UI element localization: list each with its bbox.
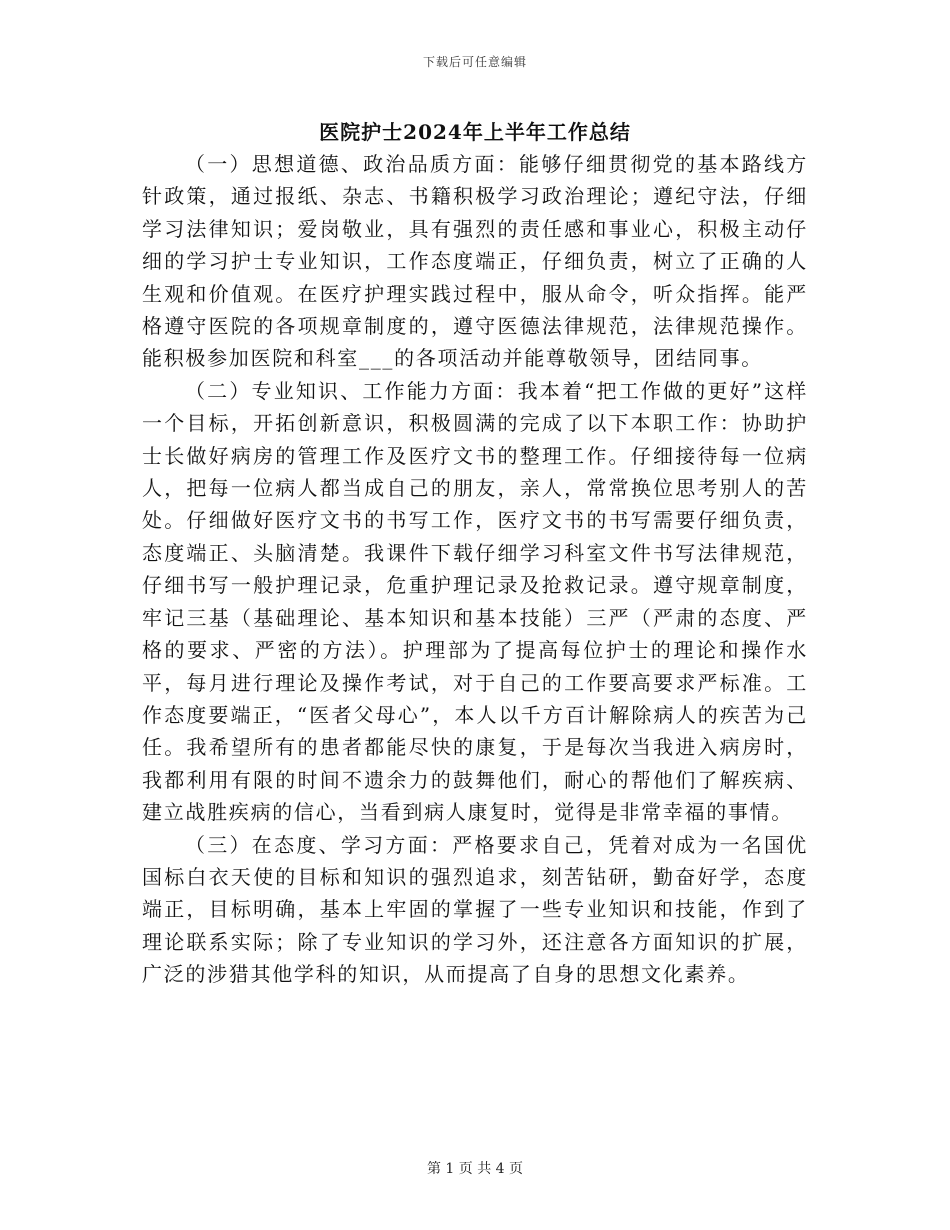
paragraph-ideology: （一）思想道德、政治品质方面：能够仔细贯彻党的基本路线方针政策，通过报纸、杂志、书籍积极学习政治理论；遵纪守法，仔细学习法律知识；爱岗敬业，具有强烈的责任感和事业心，积极主动仔细的学习护士专业知识，工作态度端正，仔细负责，树立了正确的人生观和价值观。在医疗护理实践过程中，服从命令，听众指挥。能严格遵守医院的各项规章制度的，遵守医德法律规范，法律规范操作。能积极参加医院和科室___的各项活动并能尊敬领导，团结同事。 [142,152,808,371]
paragraph-attitude: （三）在态度、学习方面：严格要求自己，凭着对成为一名国优国标白衣天使的目标和知识的强烈追求，刻苦钻研，勤奋好学，态度端正，目标明确，基本上牢固的掌握了一些专业知识和技能，作到了理论联系实际；除了专业知识的学习外，还注意各方面知识的扩展，广泛的涉猎其他学科的知识，从而提高了自身的思想文化素养。 [142,832,808,987]
document-title: 医院护士2024年上半年工作总结 [319,120,631,144]
page-number: 第 1 页 共 4 页 [426,1161,524,1177]
paragraph-professional: （二）专业知识、工作能力方面：我本着“把工作做的更好”这样一个目标，开拓创新意识，积极圆满的完成了以下本职工作：协助护士长做好病房的管理工作及医疗文书的整理工作。仔细接待每一位病人，把每一位病人都当成自己的朋友，亲人，常常换位思考别人的苦处。仔细做好医疗文书的书写工作，医疗文书的书写需要仔细负责，态度端正、头脑清楚。我课件下载仔细学习科室文件书写法律规范，仔细书写一般护理记录，危重护理记录及抢救记录。遵守规章制度，牢记三基（基础理论、基本知识和基本技能）三严（严肃的态度、严格的要求、严密的方法）。护理部为了提高每位护士的理论和操作水平，每月进行理论及操作考试，对于自己的工作要高要求严标准。工作态度要端正，“医者父母心”，本人以千方百计解除病人的疾苦为己任。我希望所有的患者都能尽快的康复，于是每次当我进入病房时，我都利用有限的时间不遗余力的鼓舞他们，耐心的帮他们了解疾病、建立战胜疾病的信心，当看到病人康复时，觉得是非常幸福的事情。 [142,378,808,825]
document-body [142,148,808,991]
header-note: 下载后可任意编辑 [422,55,527,69]
